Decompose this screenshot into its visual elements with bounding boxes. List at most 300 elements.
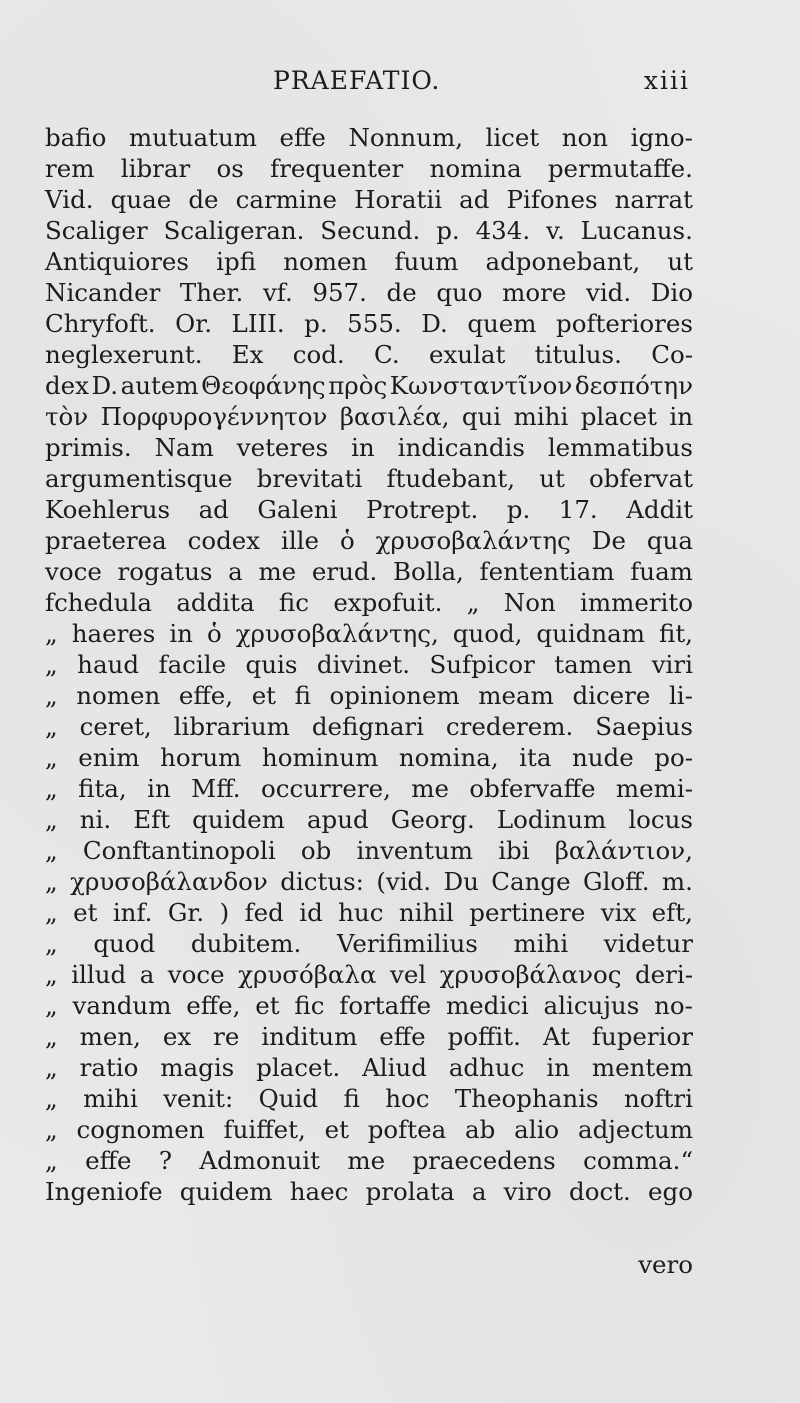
text-word: haud (77, 650, 140, 679)
text-word: χρυσοβαλάντης (375, 526, 571, 555)
text-line (45, 618, 693, 649)
text-word: ab (465, 1115, 496, 1144)
text-word: neglexerunt. (45, 340, 203, 369)
text-word: v. (546, 216, 565, 245)
text-word: quis (245, 650, 298, 679)
text-line (45, 1145, 693, 1176)
text-word: Nicander (45, 278, 161, 307)
text-word: meam (478, 681, 554, 710)
text-word: 957. (312, 278, 367, 307)
text-word: p. (436, 216, 460, 245)
text-word: divinet. (316, 650, 410, 679)
text-word: hoc (385, 1084, 430, 1113)
text-word: ceret, (79, 712, 152, 741)
text-line (45, 835, 693, 866)
text-line (45, 959, 693, 990)
text-word: quidem (179, 1177, 273, 1206)
text-line (45, 401, 693, 432)
text-line (45, 649, 693, 680)
text-word: magis (160, 1053, 235, 1082)
text-word: D. (91, 371, 119, 400)
text-word: ὁ (206, 619, 222, 648)
text-word: mentem (591, 1053, 693, 1082)
text-line (45, 1083, 693, 1114)
text-word: et (324, 1115, 349, 1144)
text-word: poftea (367, 1115, 447, 1144)
text-word: fententiam (479, 557, 615, 586)
text-word: viro (503, 1177, 552, 1206)
text-word: „ (45, 681, 58, 710)
text-word: poffit. (447, 1022, 521, 1051)
text-word: Bolla, (393, 557, 464, 586)
text-word: fed (244, 898, 284, 927)
text-word: doct. (569, 1177, 631, 1206)
text-line (45, 866, 693, 897)
text-word: codex (187, 526, 261, 555)
text-word: obfervaffe (469, 774, 596, 803)
text-word: occurrere, (260, 774, 391, 803)
text-word: quae (110, 185, 172, 214)
text-line (45, 711, 693, 742)
text-word: primis. (45, 433, 132, 462)
text-word: „ (45, 867, 58, 896)
text-line (45, 153, 693, 184)
text-line (45, 277, 693, 308)
text-word: Koehlerus (45, 495, 171, 524)
text-word: pofteriores (556, 309, 693, 338)
text-word: fortaffe (339, 991, 432, 1020)
text-word: me (258, 557, 297, 586)
text-word: et (251, 681, 277, 710)
text-word: deri- (634, 960, 693, 989)
text-word: Addit (626, 495, 693, 524)
text-word: „ (45, 1053, 58, 1082)
text-word: hominum (261, 743, 379, 772)
text-word: haeres (71, 619, 156, 648)
text-word: mihi (513, 402, 569, 431)
text-word: „ (45, 898, 58, 927)
text-word: argumentisque (45, 464, 233, 493)
text-word: p. (304, 309, 328, 338)
text-word: Κωνσταντῖνον (389, 371, 573, 400)
text-word: vandum (72, 991, 172, 1020)
text-line (45, 742, 693, 773)
text-word: „ (45, 774, 58, 803)
text-word: βαλάντιον, (554, 836, 693, 865)
text-word: Horatii (354, 185, 443, 214)
text-word: rem (45, 154, 95, 183)
text-word: memi- (615, 774, 693, 803)
text-word: δεσπότην (574, 371, 693, 400)
text-word: Ingeniofe (45, 1177, 163, 1206)
text-word: nomen (283, 247, 368, 276)
text-word: men, (79, 1022, 141, 1051)
text-word: effe, (178, 681, 234, 710)
text-word: carmine (235, 185, 338, 214)
text-word: Nonnum, (348, 123, 463, 152)
page-number: xiii (643, 66, 690, 95)
text-line (45, 122, 693, 153)
text-word: dicere (572, 681, 651, 710)
text-word: m. (661, 867, 693, 896)
text-word: vel (390, 960, 427, 989)
text-word: nihil (398, 898, 454, 927)
text-word: adjectum (577, 1115, 693, 1144)
text-word: ? (158, 1146, 172, 1175)
text-word: De (591, 526, 626, 555)
text-word: rogatus (117, 557, 213, 586)
text-word: „ (45, 743, 58, 772)
text-word: „ (45, 1115, 58, 1144)
text-word: Chryfoft. (45, 309, 156, 338)
text-word: comma.“ (583, 1146, 693, 1175)
text-word: Pifones (506, 185, 598, 214)
catchword: vero (638, 1250, 693, 1279)
text-word: ibi (498, 836, 530, 865)
text-word: nomen (76, 681, 161, 710)
text-word: quidnam (536, 619, 646, 648)
text-word: ni. (79, 805, 112, 834)
text-word: χρυσοβαλάντης, (235, 619, 439, 648)
text-word: horum (160, 743, 242, 772)
text-word: „ (45, 960, 58, 989)
text-word: nomina (429, 154, 522, 183)
text-word: Non (503, 588, 556, 617)
text-word: fi (294, 681, 311, 710)
text-word: „ (45, 805, 58, 834)
text-word: Cange (491, 867, 571, 896)
text-word: in (351, 433, 375, 462)
text-word: Ex (231, 340, 264, 369)
text-word: ftudebant, (386, 464, 516, 493)
text-word: mihi (83, 1084, 138, 1113)
text-word: immerito (580, 588, 693, 617)
text-word: Conftantinopoli (82, 836, 276, 865)
text-word: locus (628, 805, 693, 834)
text-word: ὁ (339, 526, 355, 555)
text-word: de (188, 185, 219, 214)
text-word: a (228, 557, 243, 586)
text-word: Aliud (362, 1053, 427, 1082)
text-line (45, 246, 693, 277)
text-word: opinionem (329, 681, 460, 710)
text-word: me (347, 1146, 386, 1175)
text-word: me (411, 774, 450, 803)
text-word: Theophanis (454, 1084, 599, 1113)
text-word: Admonuit (199, 1146, 320, 1175)
text-word: praeterea (45, 526, 167, 555)
text-word: „ (45, 836, 58, 865)
text-word: cod. (292, 340, 345, 369)
text-word: placet. (256, 1053, 341, 1082)
text-word: Co- (651, 340, 693, 369)
text-word: fita, (78, 774, 127, 803)
text-word: Gloff. (583, 867, 650, 896)
text-word: inf. (112, 898, 153, 927)
text-word: 434. (475, 216, 531, 245)
text-word: voce (167, 960, 225, 989)
text-word: igno- (630, 123, 693, 152)
text-word: „ (45, 1022, 58, 1051)
text-word: po- (654, 743, 693, 772)
text-word: C. (374, 340, 400, 369)
text-word: p. (506, 495, 531, 524)
text-word: veteres (236, 433, 329, 462)
text-word: os (216, 154, 244, 183)
text-word: fuiffet, (223, 1115, 306, 1144)
text-word: Scaligeran. (163, 216, 305, 245)
text-word: Sufpicor (429, 650, 535, 679)
text-word: eft, (651, 898, 693, 927)
text-word: expofuit. (333, 588, 443, 617)
text-word: librarium (173, 712, 290, 741)
text-word: fuum (394, 247, 459, 276)
text-word: Πορφυρογέννητον (100, 402, 328, 431)
text-word: librar (120, 154, 191, 183)
text-word: Quid (258, 1084, 319, 1113)
text-word: exulat (428, 340, 506, 369)
text-word: defignari (311, 712, 424, 741)
text-line (45, 370, 693, 401)
text-word: Galeni (257, 495, 338, 524)
text-word: praecedens (412, 1146, 556, 1175)
text-word: mihi (513, 929, 569, 958)
text-word: crederem. (445, 712, 574, 741)
text-body (45, 122, 693, 1207)
text-word: quo (436, 278, 483, 307)
text-word: effe (379, 1022, 426, 1051)
text-word: fic (294, 991, 325, 1020)
text-word: fit, (659, 619, 693, 648)
text-word: tamen (554, 650, 633, 679)
text-line (45, 680, 693, 711)
text-word: vid. (585, 278, 632, 307)
text-word: Secund. (320, 216, 421, 245)
text-word: dex (45, 371, 89, 400)
text-word: lemmatibus (547, 433, 693, 462)
text-word: et (73, 898, 98, 927)
text-word: autem (120, 371, 199, 400)
text-word: ut (539, 464, 565, 493)
text-word: „ (45, 1146, 58, 1175)
text-word: Vid. (45, 185, 94, 214)
text-word: quod (93, 929, 156, 958)
text-word: ratio (79, 1053, 139, 1082)
text-word: prolata (365, 1177, 455, 1206)
text-word: fic (278, 588, 309, 617)
text-word: non (561, 123, 609, 152)
text-line (45, 556, 693, 587)
text-line (45, 494, 693, 525)
text-word: effe, (186, 991, 241, 1020)
text-word: vf. (262, 278, 293, 307)
text-word: ob (300, 836, 332, 865)
text-word: licet (485, 123, 540, 152)
text-word: venit: (163, 1084, 234, 1113)
text-word: enim (78, 743, 140, 772)
text-word: Nam (154, 433, 214, 462)
text-word: apud (306, 805, 369, 834)
text-word: medici (445, 991, 529, 1020)
text-word: alicujus (543, 991, 640, 1020)
text-line (45, 1052, 693, 1083)
text-word: Lodinum (496, 805, 607, 834)
text-word: de (386, 278, 417, 307)
text-word: ad (459, 185, 490, 214)
text-word: vix (600, 898, 637, 927)
text-word: brevitati (256, 464, 363, 493)
text-word: alio (514, 1115, 560, 1144)
text-word: noftri (623, 1084, 693, 1113)
text-word: inventum (356, 836, 474, 865)
text-word: viri (651, 650, 693, 679)
text-word: Ther. (179, 278, 244, 307)
text-line (45, 804, 693, 835)
text-word: ille (281, 526, 320, 555)
text-line (45, 215, 693, 246)
text-line (45, 432, 693, 463)
text-word: Θεοφάνης (201, 371, 326, 400)
text-word: „ (45, 1084, 58, 1113)
text-word: „ (45, 929, 58, 958)
text-word: Mff. (191, 774, 241, 803)
text-word: ipfi (216, 247, 257, 276)
text-word: obfervat (588, 464, 693, 493)
text-word: illud (71, 960, 127, 989)
text-word: facile (158, 650, 227, 679)
text-word: Scaliger (45, 216, 148, 245)
text-word: erud. (311, 557, 378, 586)
text-word: effe (85, 1146, 132, 1175)
text-word: addita (176, 588, 255, 617)
text-line (45, 928, 693, 959)
text-line (45, 525, 693, 556)
text-word: placet (580, 402, 657, 431)
text-word: a (139, 960, 155, 989)
text-word: dubitem. (190, 929, 302, 958)
text-word: id (299, 898, 323, 927)
text-line (45, 897, 693, 928)
text-word: Gr. (167, 898, 205, 927)
text-word: (vid. (376, 867, 432, 896)
text-word: ut (667, 247, 693, 276)
text-word: βασιλέα, (339, 402, 450, 431)
text-word: quidem (192, 805, 285, 834)
text-word: Dio (650, 278, 693, 307)
text-word: pertinere (469, 898, 586, 927)
text-word: Protrept. (365, 495, 479, 524)
text-word: fuam (630, 557, 693, 586)
text-word: li- (668, 681, 693, 710)
text-word: D. (421, 309, 448, 338)
text-word: nomina, (398, 743, 499, 772)
text-word: no- (654, 991, 693, 1020)
text-word: adponebant, (485, 247, 641, 276)
text-word: πρὸς (328, 371, 388, 400)
text-word: ex (162, 1022, 192, 1051)
text-word: Georg. (390, 805, 475, 834)
text-word: fuperior (591, 1022, 693, 1051)
text-word: more (502, 278, 567, 307)
text-word: χρυσοβάλανδον (70, 867, 268, 896)
text-word: At (542, 1022, 570, 1051)
text-line (45, 990, 693, 1021)
text-word: Or. (175, 309, 213, 338)
text-word: in (169, 619, 193, 648)
text-line (45, 773, 693, 804)
text-word: videtur (603, 929, 693, 958)
text-line (45, 184, 693, 215)
text-word: „ (45, 991, 58, 1020)
text-word: Saepius (595, 712, 693, 741)
text-word: „ (45, 712, 58, 741)
text-word: LIII. (231, 309, 285, 338)
text-word: titulus. (534, 340, 622, 369)
text-word: ) (219, 898, 230, 927)
text-word: et (255, 991, 280, 1020)
text-word: dictus: (280, 867, 364, 896)
text-word: a (471, 1177, 487, 1206)
text-word: in (147, 774, 171, 803)
text-word: fchedula (45, 588, 152, 617)
text-word: ad (198, 495, 229, 524)
running-header (45, 66, 690, 106)
text-word: re (213, 1022, 240, 1051)
text-line (45, 1114, 693, 1145)
text-word: narrat (614, 185, 693, 214)
text-word: indicandis (397, 433, 525, 462)
text-line (45, 308, 693, 339)
text-word: Verifimilius (336, 929, 478, 958)
text-word: adhuc (448, 1053, 525, 1082)
text-line (45, 1021, 693, 1052)
text-word: mutuatum (128, 123, 258, 152)
text-word: χρυσοβάλανος (439, 960, 622, 989)
text-word: 17. (558, 495, 598, 524)
text-word: frequenter (270, 154, 404, 183)
text-line (45, 587, 693, 618)
running-title: PRAEFATIO. (273, 66, 441, 95)
text-word: τὸν (45, 402, 89, 431)
text-word: Du (443, 867, 479, 896)
text-word: in (546, 1053, 570, 1082)
text-word: permutaffe. (547, 154, 693, 183)
text-word: 555. (347, 309, 402, 338)
text-word: bafio (45, 123, 107, 152)
text-word: qui (461, 402, 502, 431)
text-line (45, 339, 693, 370)
text-word: Eft (133, 805, 171, 834)
text-word: quod, (452, 619, 523, 648)
text-word: „ (45, 650, 58, 679)
text-word: „ (466, 588, 480, 617)
text-word: χρυσόβαλα (238, 960, 377, 989)
text-word: Antiquiores (45, 247, 189, 276)
text-word: in (669, 402, 693, 431)
text-word: qua (646, 526, 693, 555)
text-word: effe (279, 123, 326, 152)
text-word: fi (343, 1084, 360, 1113)
text-word: haec (289, 1177, 349, 1206)
text-word: nude (571, 743, 634, 772)
text-word: Lucanus. (580, 216, 693, 245)
text-word: huc (338, 898, 384, 927)
text-word: inditum (261, 1022, 358, 1051)
text-word: quem (467, 309, 537, 338)
text-word: voce (45, 557, 102, 586)
text-word: ego (648, 1177, 693, 1206)
text-line (45, 1176, 693, 1207)
